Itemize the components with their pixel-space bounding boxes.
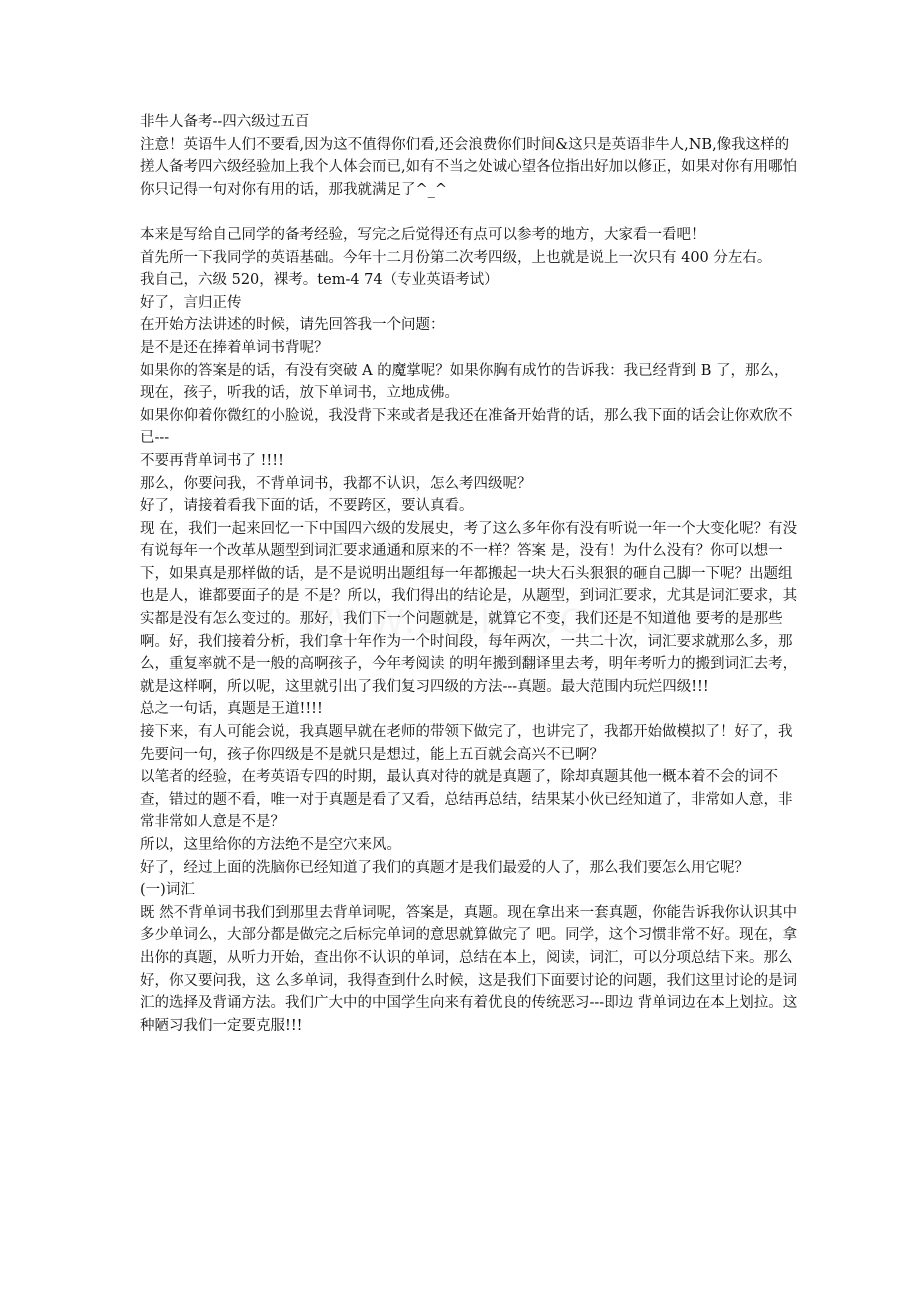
paragraph: 现 在，我们一起来回忆一下中国四六级的发展史，考了这么多年你有没有听说一年一个大变化呢？有没有说每年一个改革从题型到词汇要求通通和原来的不一样？答案 是，没有！为什么没有？你可以想一下，如果真是那样做的话，是不是说明出题组每一年都搬起一块大石头狠狠的砸自己脚一下呢？出题组也是人，谁都要面子的是 不是？所以，我们得出的结论是，从题型，到词汇要求，尤其是词汇要求，其实都是没有怎么变过的。那好，我们下一个问题就是，就算它不变，我们还是不知道他 要考的是那些啊。好，我们接着分析，我们拿十年作为一个时间段，每年两次，一共二十次，词汇要求就那么多，那么，重复率就不是一般的高啊孩子，今年考阅读 的明年搬到翻译里去考，明年考听力的搬到词汇去考，就是这样啊，所以呢，这里就引出了我们复习四级的方法---真题。最大范围内玩烂四级!!! bbox=[140, 520, 798, 695]
paragraph: 既 然不背单词书我们到那里去背单词呢，答案是，真题。现在拿出来一套真题，你能告诉我你认识其中多少单词么，大部分都是做完之后标完单词的意思就算做完了 吧。同学，这个习惯非常不好。现在，拿出你的真题，从听力开始，查出你不认识的单词，总结在本上，阅读，词汇，可以分项总结下来。那么好，你又要问我，这 么多单词，我得查到什么时候，这是我们下面要讨论的问题，我们这里讨论的是词汇的选择及背诵方法。我们广大中的中国学生向来有着优良的传统恶习---即边 背单词边在本上划拉。这种陋习我们一定要克服!!! bbox=[140, 904, 798, 1034]
paragraph: 那么，你要问我，不背单词书，我都不认识，怎么考四级呢？ bbox=[140, 475, 532, 492]
paragraph: 首先所一下我同学的英语基础。今年十二月份第二次考四级，上也就是说上一次只有 400 分左右。 bbox=[140, 249, 772, 266]
paragraph: 如果你仰着你微红的小脸说，我没背下来或者是我还在准备开始背的话，那么我下面的话会让你欢欣不已--- bbox=[140, 407, 793, 447]
section-heading: (一)词汇 bbox=[140, 882, 195, 899]
paragraph: 好了，请接着看我下面的话，不要跨区，要认真看。 bbox=[140, 498, 474, 515]
paragraph: 如果你的答案是的话，有没有突破 A 的魔掌呢？如果你胸有成竹的告诉我：我已经背到 B 了，那么，现在，孩子，听我的话，放下单词书，立地成佛。 bbox=[140, 362, 789, 402]
paragraph: 所以，这里给你的方法绝不是空穴来风。 bbox=[140, 837, 401, 853]
document-body bbox=[140, 111, 800, 1037]
paragraph: 不要再背单词书了 !!!! bbox=[140, 452, 284, 469]
blank-line bbox=[140, 201, 800, 224]
paragraph: 接下来，有人可能会说，我真题早就在老师的带领下做完了，也讲完了，我都开始做模拟了！好了，我先要问一句，孩子你四级是不是就只是想过，能上五百就会高兴不已啊？ bbox=[140, 724, 793, 763]
paragraph: 以笔者的经验，在考英语专四的时期，最认真对待的就是真题了，除却真题其他一概本着不会的词不查，错过的题不看，唯一对于真题是看了又看，总结再总结，结果某小伙已经知道了，非常如人意，非常非常如人意是不是？ bbox=[140, 769, 793, 831]
document-title: 非牛人备考--四六级过五百 bbox=[140, 114, 310, 130]
paragraph: 本来是写给自己同学的备考经验，写完之后觉得还有点可以参考的地方，大家看一看吧！ bbox=[140, 226, 706, 243]
paragraph: 在开始方法讲述的时候，请先回答我一个问题： bbox=[140, 317, 445, 334]
paragraph: 注意！英语牛人们不要看,因为这不值得你们看,还会浪费你们时间&这只是英语非牛人,NB,像我这样的搓人备考四六级经验加上我个人体会而已,如有不当之处诚心望各位指出好加以修正，如果对你有用哪怕你只记得一句对你有用的话，那我就满足了^_^ bbox=[140, 136, 798, 198]
paragraph: 好了，经过上面的洗脑你已经知道了我们的真题才是我们最爱的人了，那么我们要怎么用它呢？ bbox=[140, 859, 749, 876]
paragraph: 好了，言归正传 bbox=[140, 294, 242, 311]
paragraph: 我自己，六级 520，裸考。tem-4 74（专业英语考试） bbox=[140, 272, 499, 289]
paragraph: 是不是还在捧着单词书背呢？ bbox=[140, 339, 329, 356]
paragraph: 总之一句话，真题是王道!!!! bbox=[140, 701, 323, 718]
